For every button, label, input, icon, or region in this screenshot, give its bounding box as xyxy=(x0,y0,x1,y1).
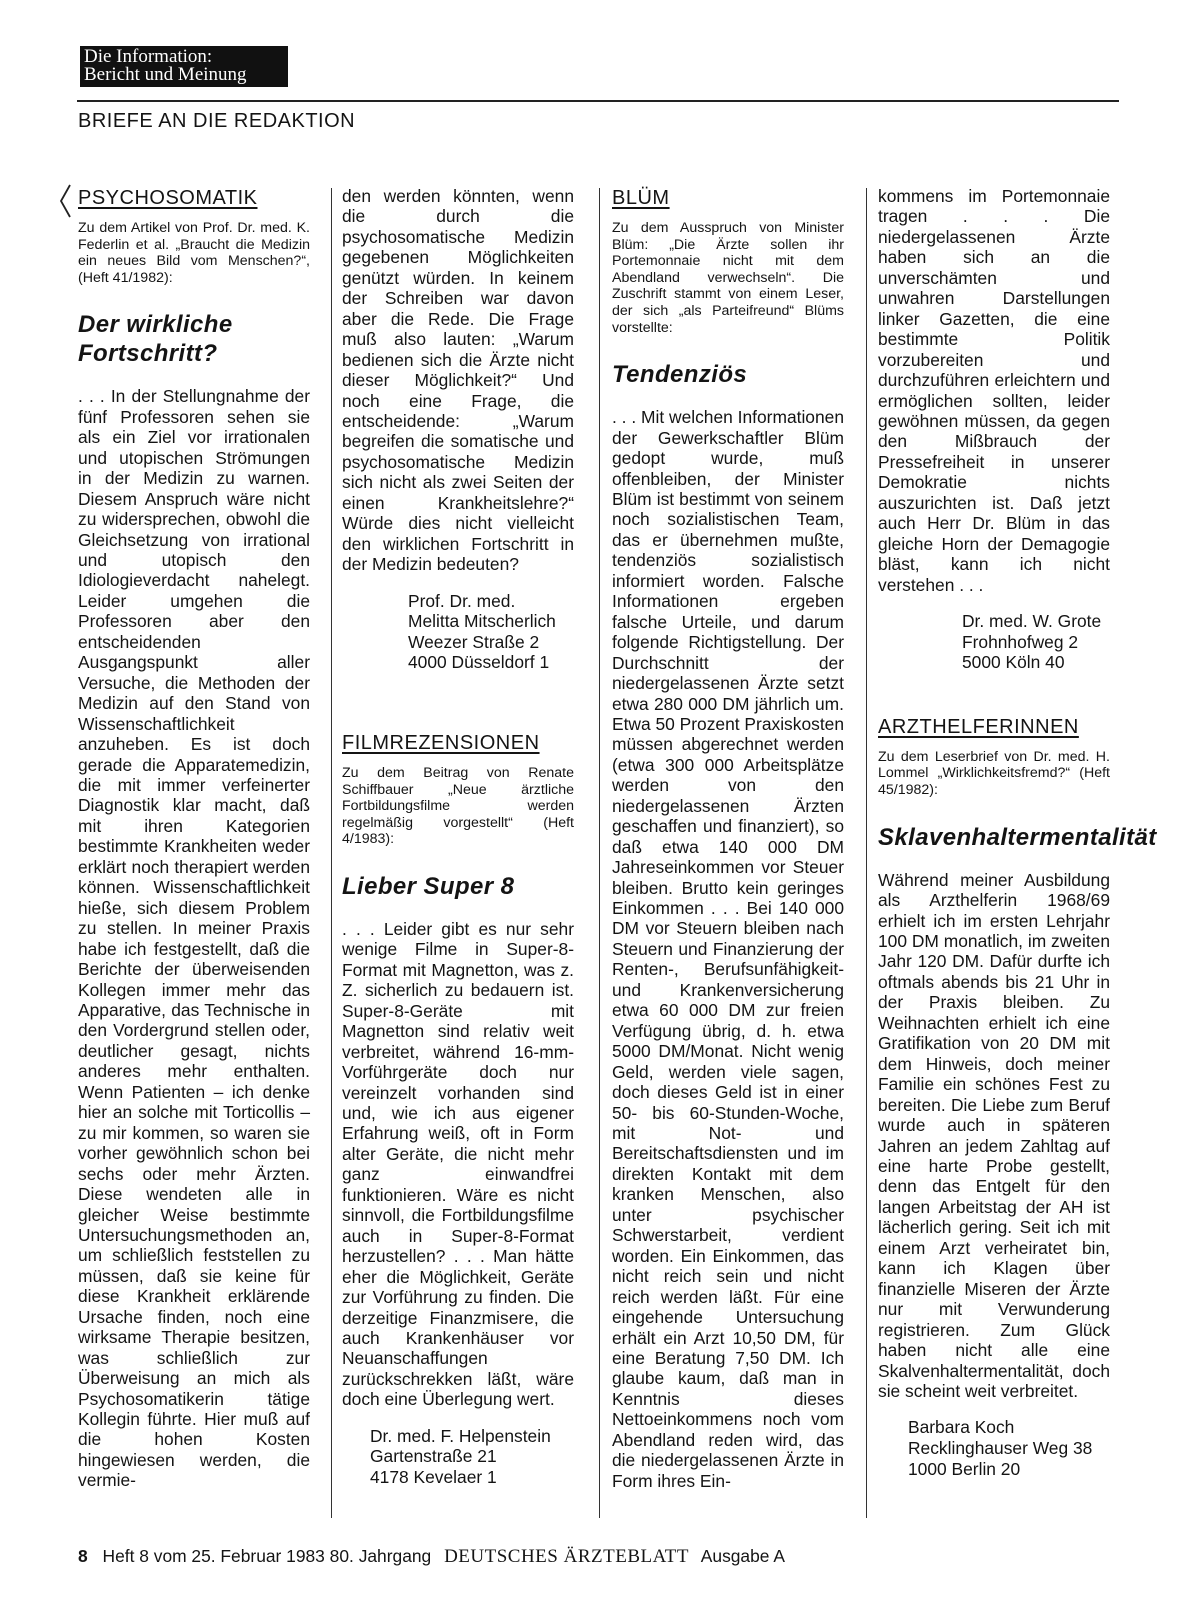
column-3 xyxy=(612,186,844,1491)
letter-signature: Dr. med. W. Grote Frohnhofweg 2 5000 Köln 40 xyxy=(962,611,1102,673)
header-rule xyxy=(77,100,1119,102)
letter-body-continued: kommens im Portemonnaie tragen . . . Die niedergelassenen Ärzte haben sich an die unverschämten und unwahren Darstellungen linker Gazetten, die eine bestimmte Politik vorzubereiten und durchzuführen erleichtern und ermöglichen sollten, leider gewöhnen müssen, da gegen den Mißbrauch der Pressefreiheit in unserer Demokratie nichts auszurichten ist. Daß jetzt auch Herr Dr. Blüm in das gleiche Horn der Demagogie bläst, kann ich nicht verstehen . . . xyxy=(878,186,1110,595)
issue-info: Heft 8 vom 25. Februar 1983 80. Jahrgang xyxy=(102,1546,432,1566)
letter-intro: Zu dem Leserbrief von Dr. med. H. Lommel „Wirklichkeitsfremd?“ (Heft 45/1982): xyxy=(878,748,1110,799)
section-tag xyxy=(80,46,288,87)
letter-psychosomatik xyxy=(78,186,310,1491)
letter-signature: Barbara Koch Recklinghauser Weg 38 1000 Berlin 20 xyxy=(908,1417,1093,1479)
letter-bluem xyxy=(612,186,844,1491)
page-number: 8 xyxy=(78,1546,88,1566)
section-title: PSYCHOSOMATIK xyxy=(78,187,258,209)
column-divider xyxy=(331,188,332,1518)
masthead: DEUTSCHES ÄRZTEBLATT xyxy=(444,1546,689,1567)
column-divider xyxy=(599,188,600,1518)
letter-intro: Zu dem Ausspruch von Minister Blüm: „Die Ärzte sollen ihr Portemonnaie nicht mit dem Abendland verwechseln“. Die Zuschrift stammt von einem Leser, der sich „als Parteifreund“ Blüms vorstellte: xyxy=(612,220,844,336)
letter-body: . . . In der Stellungnahme der fünf Professoren sehen sie als ein Ziel vor irrationalen und utopischen Strömungen in der Medizin zu warnen. Diesem Anspruch wäre nicht zu widersprechen, obwohl die Gleichsetzung von irrational und utopisch den Idiologieverdacht nahelegt. Leider umgehen die Professoren aber den entscheidenden Ausgangspunkt aller Versuche, die Methoden der Medizin auf den Stand von Wissenschaftlichkeit anzuheben. Es ist doch gerade die Apparatemedizin, die mit immer verfeinerter Diagnostik klar macht, daß mit ihren Kategorien bestimmte Krankheiten weder erklärt noch therapiert werden können. Wissenschaftlichkeit hieße, sich diesem Problem zu stellen. In meiner Praxis habe ich festgestellt, daß die Berichte der überweisenden Kollegen immer mehr das Apparative, das Technische in den Vordergrund stellen oder, deutlicher gesagt, nichts anderes mehr enthalten. Wenn Patienten – ich denke hier an solche mit Torticollis – zu mir kommen, so waren sie vorher gewöhnlich schon bei sechs oder mehr Ärzten. Diese wendeten alle in gleicher Weise bestimmte Untersuchungsmethoden an, um schließlich feststellen zu müssen, daß sie keine für diese Krankheit erklärende Ursache finden, noch eine wirksame Therapie besitzen, was schließlich zur Überweisung an mich als Psychosomatikerin tätige Kollegin führte. Hier muß auf die hohen Kosten hingewiesen werden, die vermie- xyxy=(78,386,310,1491)
letter-intro: Zu dem Artikel von Prof. Dr. med. K. Federlin et al. „Braucht die Medizin ein neues Bild vom Menschen?“, (Heft 41/1982): xyxy=(78,220,310,286)
letter-body: . . . Leider gibt es nur sehr wenige Filme in Super-8-Format mit Magnetton, was z. Z. sicherlich zu bedauern ist. Super-8-Geräte mit Magnetton sind relativ weit verbreitet, während 16-mm-Vorführgeräte doch nur vereinzelt vorhanden sind und, wie ich aus eigener Erfahrung weiß, oft in Form alter Geräte, die nicht mehr ganz einwandfrei funktionieren. Wäre es nicht sinnvoll, die Fortbildungsfilme auch in Super-8-Format herzustellen? . . . Man hätte eher die Möglichkeit, Geräte zur Vorführung zu finden. Die derzeitige Finanzmisere, die auch Krankenhäuser vor Neuanschaffungen zurückschrekken läßt, wäre doch eine Überlegung wert. xyxy=(342,918,574,1410)
letter-body: Während meiner Ausbildung als Arzthelferin 1968/69 erhielt ich im ersten Lehrjahr 100 DM monatlich, im zweiten Jahr 120 DM. Dafür durfte ich oftmals abends bis 21 Uhr in der Praxis bleiben. Zu Weihnachten erhielt ich eine Gratifikation von 20 DM mit dem Hinweis, doch meiner Familie ein schönes Fest zu bereiten. Die Liebe zum Beruf wurde auch in späteren Jahren an jedem Zahltag auf eine harte Probe gestellt, denn das Entgelt für den langen Arbeitstag der AH ist lächerlich gering. Seit ich mit einem Arzt verheiratet bin, kann ich Klagen über finanzielle Miseren der Ärzte nur mit Verwunderung registrieren. Zum Glück haben nicht alle eine Skalvenhaltermentalität, doch sie scheint weit verbreitet. xyxy=(878,869,1110,1401)
letter-body: . . . Mit welchen Informationen der Gewerkschaftler Blüm gedopt wurde, muß offenbleiben, der Minister Blüm ist bestimmt von seinem noch sozialistischen Team, das er übernehmen mußte, tendenziös sozialistisch informiert worden. Falsche Informationen ergeben falsche Urteile, und darum folgende Richtigstellung. Der Durchschnitt der niedergelassenen Ärzte setzt etwa 280 000 DM jährlich um. Etwa 50 Prozent Praxiskosten müssen abgerechnet werden (etwa 300 000 Arbeitsplätze werden von den niedergelassenen Ärzten geschaffen und finanziert), so daß etwa 140 000 DM Jahreseinkommen vor Steuer bleiben. Brutto kein geringes Einkommen . . . Bei 140 000 DM vor Steuern bleiben nach Steuern und Finanzierung der Renten-, Berufsunfähigkeit- und Krankenversicherung etwa 60 000 DM zur freien Verfügung übrig, d. h. etwa 5000 DM/Monat. Nicht wenig Geld, werden viele sagen, doch dieses Geld ist in einer 50- bis 60-Stunden-Woche, mit Not- und Bereitschaftsdiensten und im direkten Kontakt mit dem kranken Menschen, also unter psychischer Schwerstarbeit, verdient worden. Ein Einkommen, das nicht reich sein und nicht reich werden läßt. Für eine eingehende Untersuchung erhält ein Arzt 10,50 DM, für eine Beratung 7,50 DM. Ich glaube kaum, daß man in Kenntnis dieses Nettoeinkommens noch vom Abendland reden wird, das die niedergelassenen Ärzte in Form ihres Ein- xyxy=(612,407,844,1491)
section-tag-line-2: Bericht und Meinung xyxy=(84,64,247,85)
letter-arzthelferinnen xyxy=(878,715,1157,1479)
letter-headline: Sklavenhaltermentalität xyxy=(878,823,1157,851)
letter-body-continued: den werden könnten, wenn die durch die psychosomatische Medizin gegebenen Möglichkeiten genützt würden. In keinem der Schreiben war davon aber die Rede. Die Frage muß also lauten: „Warum bedienen sich die Ärzte nicht dieser Möglichkeit?“ Und noch eine Frage, die entscheidende: „Warum begreifen die somatische und psychosomatische Medizin sich nicht als zwei Seiten der einen Krankheitslehre?“ Würde dies nicht vielleicht den wirklichen Fortschritt in der Medizin bedeuten? xyxy=(342,186,574,575)
column-4 xyxy=(878,186,1157,1479)
article-start-marker-icon xyxy=(58,184,72,218)
column-divider xyxy=(866,188,867,1518)
column-1 xyxy=(78,186,310,1491)
letter-headline: Tendenziös xyxy=(612,361,748,389)
edition: Ausgabe A xyxy=(700,1546,785,1566)
section-tag-line-1: Die Information: xyxy=(84,46,213,67)
column-2 xyxy=(342,186,574,1488)
letter-filmrezensionen xyxy=(342,731,574,1488)
letter-signature: Prof. Dr. med. Melitta Mitscherlich Weezer Straße 2 4000 Düsseldorf 1 xyxy=(408,590,556,673)
letter-headline: Lieber Super 8 xyxy=(342,872,515,900)
section-title: FILMREZENSIONEN xyxy=(342,731,540,754)
letter-signature: Dr. med. F. Helpenstein Gartenstraße 21 4178 Kevelaer 1 xyxy=(370,1425,551,1488)
section-title: ARZTHELFERINNEN xyxy=(878,715,1079,738)
letter-headline: Der wirkliche Fortschritt? xyxy=(78,311,233,368)
letter-intro: Zu dem Beitrag von Renate Schiffbauer „Neue ärztliche Fortbildungsfilme werden regelmäßig vorgestellt“ (Heft 4/1983): xyxy=(342,764,574,848)
page-footer xyxy=(78,1546,785,1568)
section-title: BLÜM xyxy=(612,187,670,209)
page-rubric: BRIEFE AN DIE REDAKTION xyxy=(78,110,356,132)
